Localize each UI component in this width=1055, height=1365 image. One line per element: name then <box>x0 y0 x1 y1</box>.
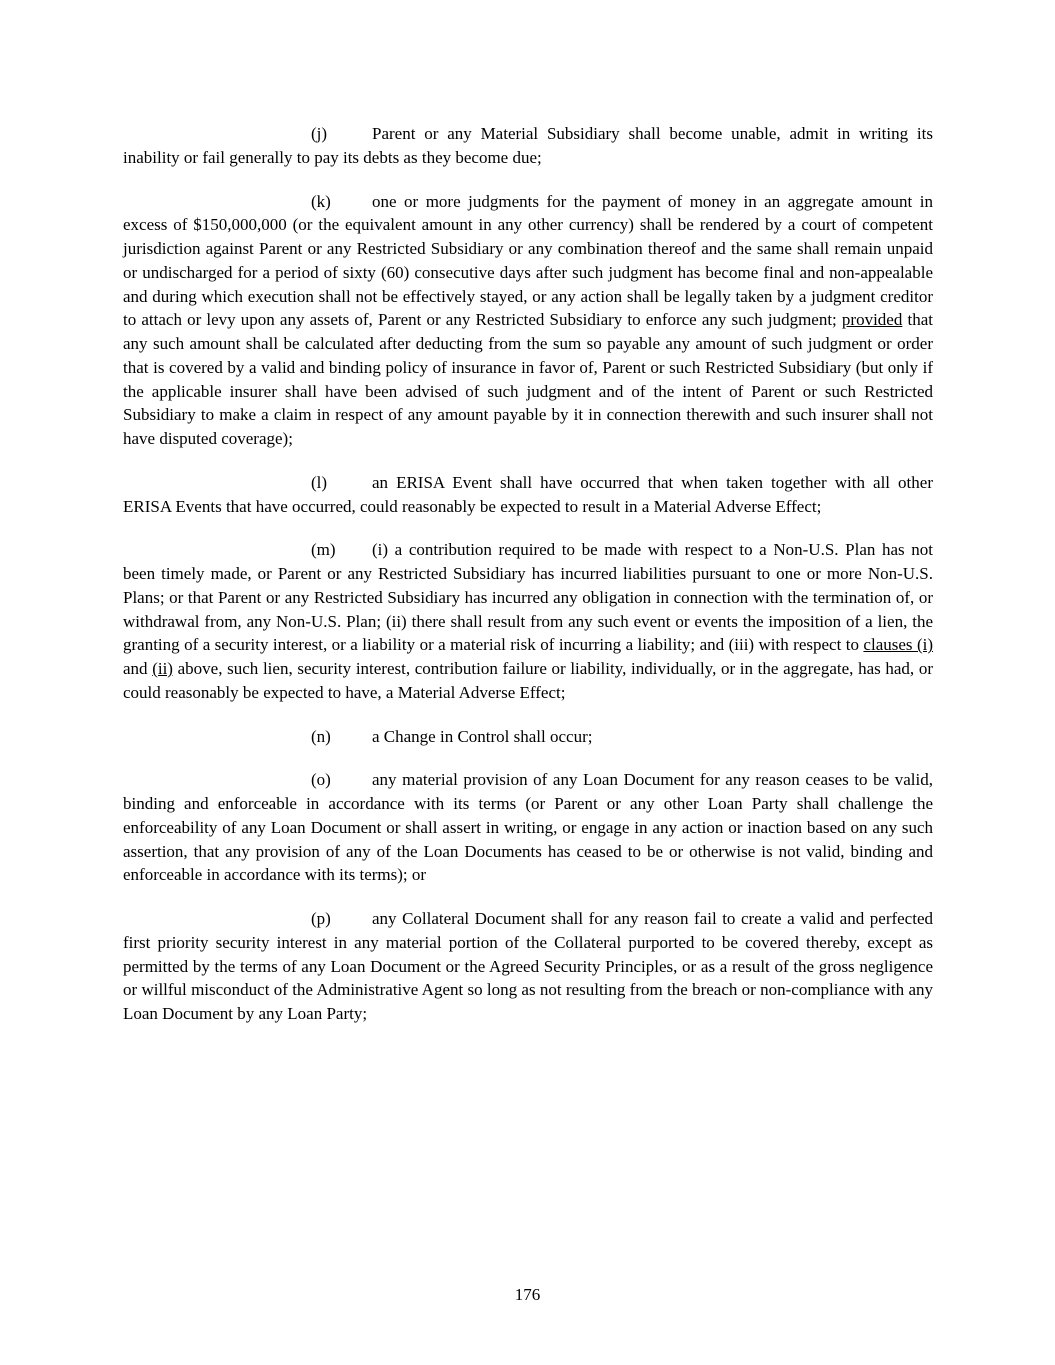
paragraph <box>123 471 933 519</box>
text-run: (ii) <box>152 659 173 678</box>
paragraph-label: (k) <box>311 191 331 211</box>
document-body <box>123 122 933 1046</box>
text-run: clauses (i) <box>863 635 933 655</box>
paragraph <box>123 190 933 451</box>
text-run: a Change in Control shall occur; <box>372 726 593 746</box>
text-run: provided <box>841 310 903 330</box>
paragraph <box>123 768 933 887</box>
text-run: and <box>123 659 153 678</box>
text-run: above, such lien, security interest, contribution failure or liability, individually, or in the aggregate, has had, or could reasonably be expected to have, a Material Adverse Effect; <box>123 659 933 702</box>
paragraph <box>123 538 933 704</box>
text-run: one or more judgments for the payment of money in an aggregate amount in excess of $150,000,000 (or the equivalent amount in any other currency) shall be rendered by a court of competent jurisdiction against Parent or any Restricted Subsidiary or any combination thereof and the same shall remain unpaid or undischarged for a period of sixty (60) consecutive days after such judgment has become final and non-appealable and during which execution shall not be effectively stayed, or any action shall be legally taken by a judgment creditor to attach or levy upon any assets of, Parent or any Restricted Subsidiary to enforce any such judgment; <box>123 191 933 330</box>
text-run: that any such amount shall be calculated after deducting from the sum so payable any amount of such judgment or order that is covered by a valid and binding policy of insurance in favor of, Parent or such Restricted Subsidiary (but only if the applicable insurer shall have been advised of such judgment and of the intent of Parent or such Restricted Subsidiary to make a claim in respect of any amount payable by it in connection therewith and such insurer shall not have disputed coverage); <box>123 310 933 448</box>
text-run: any material provision of any Loan Document for any reason ceases to be valid, binding and enforceable in accordance with its terms (or Parent or any other Loan Party shall challenge the enforceability of any Loan Document or shall assert in writing, or engage in any action or inaction based on any such assertion, that any provision of any of the Loan Documents has ceased to be or otherwise is not valid, binding and enforceable in accordance with its terms); or <box>123 770 933 885</box>
paragraph-label: (l) <box>311 472 328 492</box>
page-number: 176 <box>514 1285 541 1304</box>
text-run: any Collateral Document shall for any reason fail to create a valid and perfected first priority security interest in any material portion of the Collateral purported to be covered thereby, except as permitted by the terms of any Loan Document or the Agreed Security Principles, or as a result of the gross negligence or willful misconduct of the Administrative Agent so long as not resulting from the breach or non-compliance with any Loan Document by any Loan Party; <box>123 909 933 1023</box>
text-run: (i) a contribution required to be made with respect to a Non-U.S. Plan has not been timely made, or Parent or any Restricted Subsidiary has incurred liabilities pursuant to one or more Non-U.S. Plans; or that Parent or any Restricted Subsidiary has incurred any obligation in connection with the termination of, or withdrawal from, any Non-U.S. Plan; (ii) there shall result from any such event or events the imposition of a lien, the granting of a security interest, or a liability or a material risk of incurring a liability; and (iii) with respect to <box>123 540 933 655</box>
text-run: an ERISA Event shall have occurred that when taken together with all other ERISA Events that have occurred, could reasonably be expected to result in a Material Adverse Effect; <box>123 472 933 516</box>
paragraph-label: (p) <box>311 909 331 928</box>
paragraph-label: (j) <box>311 124 328 143</box>
paragraph-label: (o) <box>311 770 331 790</box>
paragraph <box>123 725 933 749</box>
paragraph <box>123 907 933 1026</box>
paragraph-label: (n) <box>311 726 331 746</box>
paragraph-label: (m) <box>311 540 336 560</box>
paragraph <box>123 122 933 170</box>
text-run: Parent or any Material Subsidiary shall become unable, admit in writing its inability or fail generally to pay its debts as they become due; <box>123 124 933 167</box>
